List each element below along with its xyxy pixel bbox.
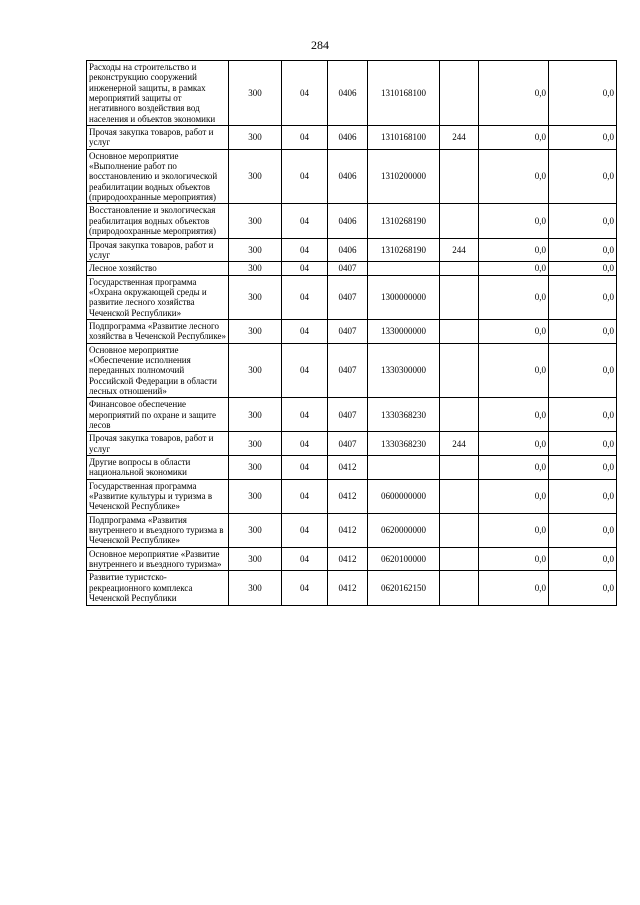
row-name-cell: Основное мероприятие «Выполнение работ по восстановлению и экологической реабилитации водных объектов (природоохранные мероприятия): [87, 149, 229, 204]
row-grbs-cell: 300: [229, 61, 282, 126]
row-subsection-cell: 0406: [328, 149, 368, 204]
row-expense-type-cell: [440, 479, 479, 513]
row-section-cell: 04: [282, 126, 328, 150]
page-number: 284: [311, 38, 329, 52]
row-section-cell: 04: [282, 204, 328, 238]
row-grbs-cell: 300: [229, 479, 282, 513]
table-row: [87, 61, 617, 126]
row-target-article-cell: 1310168100: [368, 126, 440, 150]
row-name-cell: Государственная программа «Охрана окружающей среды и развитие лесного хозяйства Чеченской Республики»: [87, 275, 229, 319]
row-section-cell: 04: [282, 456, 328, 480]
row-expense-type-cell: [440, 262, 479, 275]
row-sum-2-cell: 0,0: [549, 61, 617, 126]
row-subsection-cell: 0412: [328, 479, 368, 513]
row-section-cell: 04: [282, 149, 328, 204]
row-subsection-cell: 0412: [328, 456, 368, 480]
row-subsection-cell: 0407: [328, 275, 368, 319]
row-expense-type-cell: [440, 571, 479, 605]
row-sum-2-cell: 0,0: [549, 432, 617, 456]
row-sum-2-cell: 0,0: [549, 456, 617, 480]
row-grbs-cell: 300: [229, 204, 282, 238]
row-sum-1-cell: 0,0: [479, 126, 549, 150]
row-sum-1-cell: 0,0: [479, 204, 549, 238]
row-grbs-cell: 300: [229, 126, 282, 150]
row-sum-1-cell: 0,0: [479, 547, 549, 571]
row-sum-1-cell: 0,0: [479, 319, 549, 343]
row-subsection-cell: 0407: [328, 343, 368, 398]
row-section-cell: 04: [282, 398, 328, 432]
row-name-cell: Основное мероприятие «Развитие внутреннего и въездного туризма»: [87, 547, 229, 571]
row-subsection-cell: 0406: [328, 238, 368, 262]
table-row: [87, 432, 617, 456]
row-expense-type-cell: 244: [440, 432, 479, 456]
row-name-cell: Финансовое обеспечение мероприятий по охране и защите лесов: [87, 398, 229, 432]
row-sum-2-cell: 0,0: [549, 126, 617, 150]
table-row: [87, 204, 617, 238]
row-name-cell: Развитие туристско-рекреационного комплекса Чеченской Республики: [87, 571, 229, 605]
row-subsection-cell: 0412: [328, 547, 368, 571]
row-target-article-cell: 1330368230: [368, 432, 440, 456]
row-target-article-cell: 0620100000: [368, 547, 440, 571]
row-grbs-cell: 300: [229, 432, 282, 456]
row-sum-2-cell: 0,0: [549, 343, 617, 398]
row-sum-1-cell: 0,0: [479, 262, 549, 275]
row-grbs-cell: 300: [229, 513, 282, 547]
table-row: [87, 398, 617, 432]
table-row: [87, 238, 617, 262]
row-section-cell: 04: [282, 61, 328, 126]
row-sum-2-cell: 0,0: [549, 204, 617, 238]
row-name-cell: Восстановление и экологическая реабилитация водных объектов (природоохранные мероприятия): [87, 204, 229, 238]
table-row: [87, 571, 617, 605]
table-row: [87, 262, 617, 275]
table-row: [87, 149, 617, 204]
table-row: [87, 547, 617, 571]
row-expense-type-cell: 244: [440, 238, 479, 262]
row-subsection-cell: 0406: [328, 204, 368, 238]
row-target-article-cell: 1330000000: [368, 319, 440, 343]
row-grbs-cell: 300: [229, 275, 282, 319]
table-body: [87, 61, 617, 606]
row-target-article-cell: 1330368230: [368, 398, 440, 432]
row-target-article-cell: 1300000000: [368, 275, 440, 319]
row-target-article-cell: 0620000000: [368, 513, 440, 547]
row-name-cell: Лесное хозяйство: [87, 262, 229, 275]
row-target-article-cell: 1310168100: [368, 61, 440, 126]
row-sum-1-cell: 0,0: [479, 432, 549, 456]
row-section-cell: 04: [282, 432, 328, 456]
row-sum-2-cell: 0,0: [549, 319, 617, 343]
row-grbs-cell: 300: [229, 547, 282, 571]
row-sum-1-cell: 0,0: [479, 479, 549, 513]
row-section-cell: 04: [282, 343, 328, 398]
row-subsection-cell: 0407: [328, 432, 368, 456]
row-expense-type-cell: [440, 547, 479, 571]
row-expense-type-cell: [440, 398, 479, 432]
row-section-cell: 04: [282, 547, 328, 571]
row-sum-2-cell: 0,0: [549, 571, 617, 605]
row-section-cell: 04: [282, 571, 328, 605]
table-row: [87, 513, 617, 547]
row-expense-type-cell: 244: [440, 126, 479, 150]
row-sum-1-cell: 0,0: [479, 149, 549, 204]
row-sum-1-cell: 0,0: [479, 571, 549, 605]
row-grbs-cell: 300: [229, 343, 282, 398]
row-name-cell: Прочая закупка товаров, работ и услуг: [87, 432, 229, 456]
row-sum-2-cell: 0,0: [549, 238, 617, 262]
row-grbs-cell: 300: [229, 238, 282, 262]
row-sum-2-cell: 0,0: [549, 479, 617, 513]
row-target-article-cell: 1310200000: [368, 149, 440, 204]
row-grbs-cell: 300: [229, 149, 282, 204]
row-expense-type-cell: [440, 456, 479, 480]
row-expense-type-cell: [440, 319, 479, 343]
row-sum-1-cell: 0,0: [479, 238, 549, 262]
table-row: [87, 319, 617, 343]
row-target-article-cell: 0620162150: [368, 571, 440, 605]
row-section-cell: 04: [282, 479, 328, 513]
row-subsection-cell: 0406: [328, 126, 368, 150]
row-name-cell: Прочая закупка товаров, работ и услуг: [87, 238, 229, 262]
budget-table: [86, 60, 617, 606]
row-sum-2-cell: 0,0: [549, 262, 617, 275]
table-row: [87, 275, 617, 319]
row-name-cell: Основное мероприятие «Обеспечение исполнения переданных полномочий Российской Федерации в области лесных отношений»: [87, 343, 229, 398]
row-subsection-cell: 0412: [328, 571, 368, 605]
row-name-cell: Подпрограмма «Развития внутреннего и въездного туризма в Чеченской Республике»: [87, 513, 229, 547]
row-name-cell: Государственная программа «Развитие культуры и туризма в Чеченской Республике»: [87, 479, 229, 513]
row-expense-type-cell: [440, 149, 479, 204]
row-sum-2-cell: 0,0: [549, 398, 617, 432]
row-name-cell: Расходы на строительство и реконструкцию сооружений инженерной защиты, в рамках мероприятий защиты от негативного воздействия вод населения и объектов экономики: [87, 61, 229, 126]
row-sum-1-cell: 0,0: [479, 456, 549, 480]
row-expense-type-cell: [440, 204, 479, 238]
row-expense-type-cell: [440, 513, 479, 547]
row-expense-type-cell: [440, 275, 479, 319]
row-section-cell: 04: [282, 275, 328, 319]
table-row: [87, 343, 617, 398]
row-target-article-cell: 1330300000: [368, 343, 440, 398]
row-target-article-cell: [368, 262, 440, 275]
row-section-cell: 04: [282, 319, 328, 343]
row-grbs-cell: 300: [229, 319, 282, 343]
row-subsection-cell: 0407: [328, 398, 368, 432]
row-target-article-cell: 1310268190: [368, 238, 440, 262]
row-sum-1-cell: 0,0: [479, 61, 549, 126]
row-sum-1-cell: 0,0: [479, 513, 549, 547]
row-expense-type-cell: [440, 343, 479, 398]
row-target-article-cell: 1310268190: [368, 204, 440, 238]
row-subsection-cell: 0407: [328, 319, 368, 343]
table-row: [87, 479, 617, 513]
row-sum-2-cell: 0,0: [549, 547, 617, 571]
row-name-cell: Прочая закупка товаров, работ и услуг: [87, 126, 229, 150]
row-section-cell: 04: [282, 513, 328, 547]
row-sum-2-cell: 0,0: [549, 513, 617, 547]
row-sum-2-cell: 0,0: [549, 149, 617, 204]
row-grbs-cell: 300: [229, 262, 282, 275]
row-section-cell: 04: [282, 262, 328, 275]
row-grbs-cell: 300: [229, 456, 282, 480]
row-subsection-cell: 0406: [328, 61, 368, 126]
row-section-cell: 04: [282, 238, 328, 262]
row-subsection-cell: 0407: [328, 262, 368, 275]
table-row: [87, 456, 617, 480]
row-name-cell: Другие вопросы в области национальной экономики: [87, 456, 229, 480]
row-name-cell: Подпрограмма «Развитие лесного хозяйства в Чеченской Республике»: [87, 319, 229, 343]
row-sum-2-cell: 0,0: [549, 275, 617, 319]
row-grbs-cell: 300: [229, 398, 282, 432]
table-row: [87, 126, 617, 150]
row-target-article-cell: 0600000000: [368, 479, 440, 513]
row-grbs-cell: 300: [229, 571, 282, 605]
row-subsection-cell: 0412: [328, 513, 368, 547]
row-sum-1-cell: 0,0: [479, 398, 549, 432]
row-target-article-cell: [368, 456, 440, 480]
row-sum-1-cell: 0,0: [479, 275, 549, 319]
row-expense-type-cell: [440, 61, 479, 126]
row-sum-1-cell: 0,0: [479, 343, 549, 398]
